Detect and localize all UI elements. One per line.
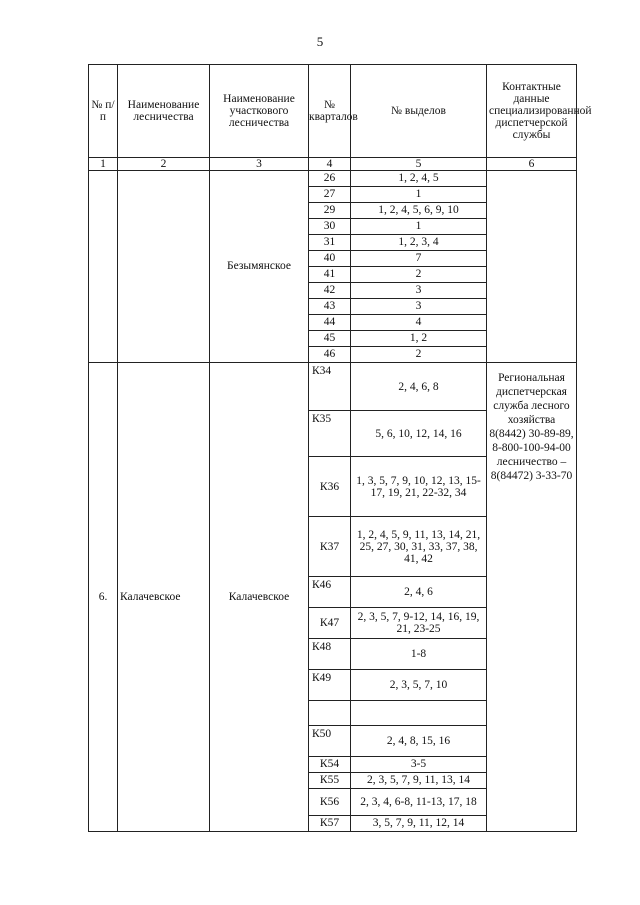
quarter-cell: 44 [309, 315, 351, 331]
quarter-cell: 46 [309, 347, 351, 363]
plots-cell: 7 [351, 251, 487, 267]
quarter-cell: К34 [309, 363, 351, 411]
quarter-cell: 26 [309, 171, 351, 187]
plots-cell: 2 [351, 267, 487, 283]
forestry-cell-empty [118, 171, 210, 363]
header-num: № п/п [89, 65, 118, 158]
quarter-cell: 27 [309, 187, 351, 203]
quarter-cell: 30 [309, 219, 351, 235]
forestry-table [88, 64, 592, 832]
quarter-cell: К47 [309, 608, 351, 639]
local-forestry-name: Безымянское [210, 171, 309, 363]
quarter-cell: 40 [309, 251, 351, 267]
plots-cell: 1 [351, 187, 487, 203]
plots-cell: 2, 3, 5, 7, 10 [351, 670, 487, 701]
quarter-cell: К57 [309, 816, 351, 832]
column-number: 5 [351, 158, 487, 171]
table-row [89, 363, 577, 411]
quarter-cell: К46 [309, 577, 351, 608]
column-number: 3 [210, 158, 309, 171]
column-numbers-row [89, 158, 577, 171]
quarter-cell: 45 [309, 331, 351, 347]
page-number: 5 [316, 34, 324, 49]
header-local-forestry: Наименование участкового лесничества [210, 65, 309, 158]
column-number: 1 [89, 158, 118, 171]
plots-cell: 2, 3, 4, 6-8, 11-13, 17, 18 [351, 789, 487, 816]
quarter-cell: К36 [309, 457, 351, 517]
quarter-cell: К48 [309, 639, 351, 670]
plots-cell: 2, 4, 6 [351, 577, 487, 608]
plots-cell: 3 [351, 283, 487, 299]
header-plots: № выделов [351, 65, 487, 158]
quarter-cell: К55 [309, 773, 351, 789]
quarter-cell-empty [309, 701, 351, 726]
header-contacts: Контактные данные специализированной диспетчерской службы [487, 65, 577, 158]
header-row [89, 65, 577, 158]
plots-cell: 1 [351, 219, 487, 235]
quarter-cell: К49 [309, 670, 351, 701]
quarter-cell: К56 [309, 789, 351, 816]
table-row [89, 171, 577, 187]
plots-cell: 1, 2 [351, 331, 487, 347]
column-number: 4 [309, 158, 351, 171]
plots-cell: 1, 2, 4, 5 [351, 171, 487, 187]
plots-cell: 2, 4, 8, 15, 16 [351, 726, 487, 757]
plots-cell: 1-8 [351, 639, 487, 670]
plots-cell: 3, 5, 7, 9, 11, 12, 14 [351, 816, 487, 832]
column-number: 2 [118, 158, 210, 171]
num-cell-empty [89, 171, 118, 363]
plots-cell: 2, 3, 5, 7, 9, 11, 13, 14 [351, 773, 487, 789]
plots-cell: 1, 2, 4, 5, 9, 11, 13, 14, 21, 25, 27, 30, 31, 33, 37, 38, 41, 42 [351, 517, 487, 577]
quarter-cell: 43 [309, 299, 351, 315]
quarter-cell: 41 [309, 267, 351, 283]
header-quarters: № кварталов [309, 65, 351, 158]
quarter-cell: 31 [309, 235, 351, 251]
forestry-name: Калачевское [118, 363, 210, 832]
quarter-cell: 42 [309, 283, 351, 299]
plots-cell-empty [351, 701, 487, 726]
local-forestry-name: Калачевское [210, 363, 309, 832]
plots-cell: 2 [351, 347, 487, 363]
plots-cell: 5, 6, 10, 12, 14, 16 [351, 411, 487, 457]
quarter-cell: К50 [309, 726, 351, 757]
plots-cell: 1, 2, 4, 5, 6, 9, 10 [351, 203, 487, 219]
contacts-cell: Региональная диспетчерская служба лесного хозяйства 8(8442) 30-89-89, 8-800-100-94-00 лесничество – 8(84472) 3-33-70 [487, 363, 577, 832]
quarter-cell: К35 [309, 411, 351, 457]
plots-cell: 1, 3, 5, 7, 9, 10, 12, 13, 15-17, 19, 21, 22-32, 34 [351, 457, 487, 517]
plots-cell: 4 [351, 315, 487, 331]
plots-cell: 3-5 [351, 757, 487, 773]
quarter-cell: К54 [309, 757, 351, 773]
plots-cell: 1, 2, 3, 4 [351, 235, 487, 251]
row-number: 6. [89, 363, 118, 832]
contacts-cell-empty [487, 171, 577, 363]
header-forestry: Наименование лесничества [118, 65, 210, 158]
quarter-cell: К37 [309, 517, 351, 577]
plots-cell: 3 [351, 299, 487, 315]
quarter-cell: 29 [309, 203, 351, 219]
plots-cell: 2, 4, 6, 8 [351, 363, 487, 411]
plots-cell: 2, 3, 5, 7, 9-12, 14, 16, 19, 21, 23-25 [351, 608, 487, 639]
column-number: 6 [487, 158, 577, 171]
